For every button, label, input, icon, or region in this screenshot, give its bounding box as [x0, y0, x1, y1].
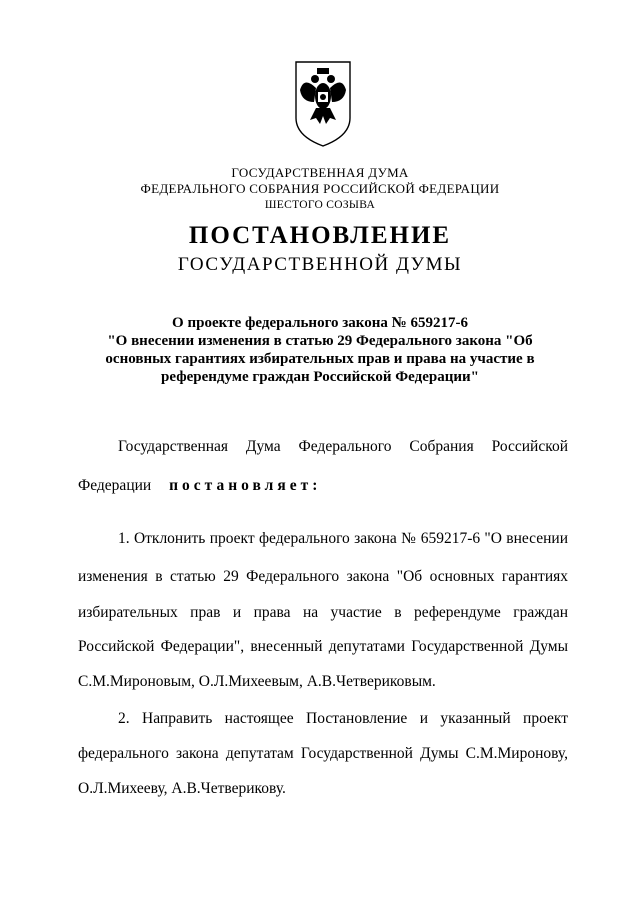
preamble-line: Государственная Дума Федерального Собрания Российской [118, 438, 568, 455]
document-title: ПОСТАНОВЛЕНИЕ [188, 222, 452, 249]
item1-line: 1. Отклонить проект федерального закона № 659217-6 "О внесении [118, 530, 568, 547]
item1-line: изменения в статью 29 Федерального закона "Об основных гарантиях [78, 568, 568, 585]
coat-of-arms-emblem [290, 58, 356, 148]
preamble-subject: Федерации [78, 477, 152, 494]
subject-line: О проекте федерального закона № 659217-6 [172, 315, 468, 331]
subject-line: основных гарантиях избирательных прав и права на участие в [105, 351, 535, 367]
item1-line: избирательных прав и права на участие в референдуме граждан [78, 604, 568, 621]
subject-line: "О внесении изменения в статью 29 Федерального закона "Об [107, 333, 533, 349]
header-line-assembly: ФЕДЕРАЛЬНОГО СОБРАНИЯ РОССИЙСКОЙ ФЕДЕРАЦИИ [140, 181, 500, 196]
preamble-line-2 [78, 477, 568, 495]
preamble-verb: постановляет: [169, 477, 322, 494]
item2-line: О.Л.Михееву, А.В.Четверикову. [78, 780, 286, 797]
item2-line: федерального закона депутатам Государственной Думы С.М.Миронову, [78, 745, 568, 762]
item2-line: 2. Направить настоящее Постановление и указанный проект [118, 710, 568, 727]
subject-block [0, 314, 640, 386]
header-line-duma: ГОСУДАРСТВЕННАЯ ДУМА [231, 165, 409, 180]
subject-line: референдуме граждан Российской Федерации" [161, 369, 479, 385]
item1-line: С.М.Мироновым, О.Л.Михеевым, А.В.Четвериковым. [78, 673, 436, 690]
document-subtitle: ГОСУДАРСТВЕННОЙ ДУМЫ [177, 254, 463, 275]
header-line-convocation: ШЕСТОГО СОЗЫВА [264, 199, 376, 211]
item1-line: Российской Федерации", внесенный депутатами Государственной Думы [78, 638, 568, 655]
